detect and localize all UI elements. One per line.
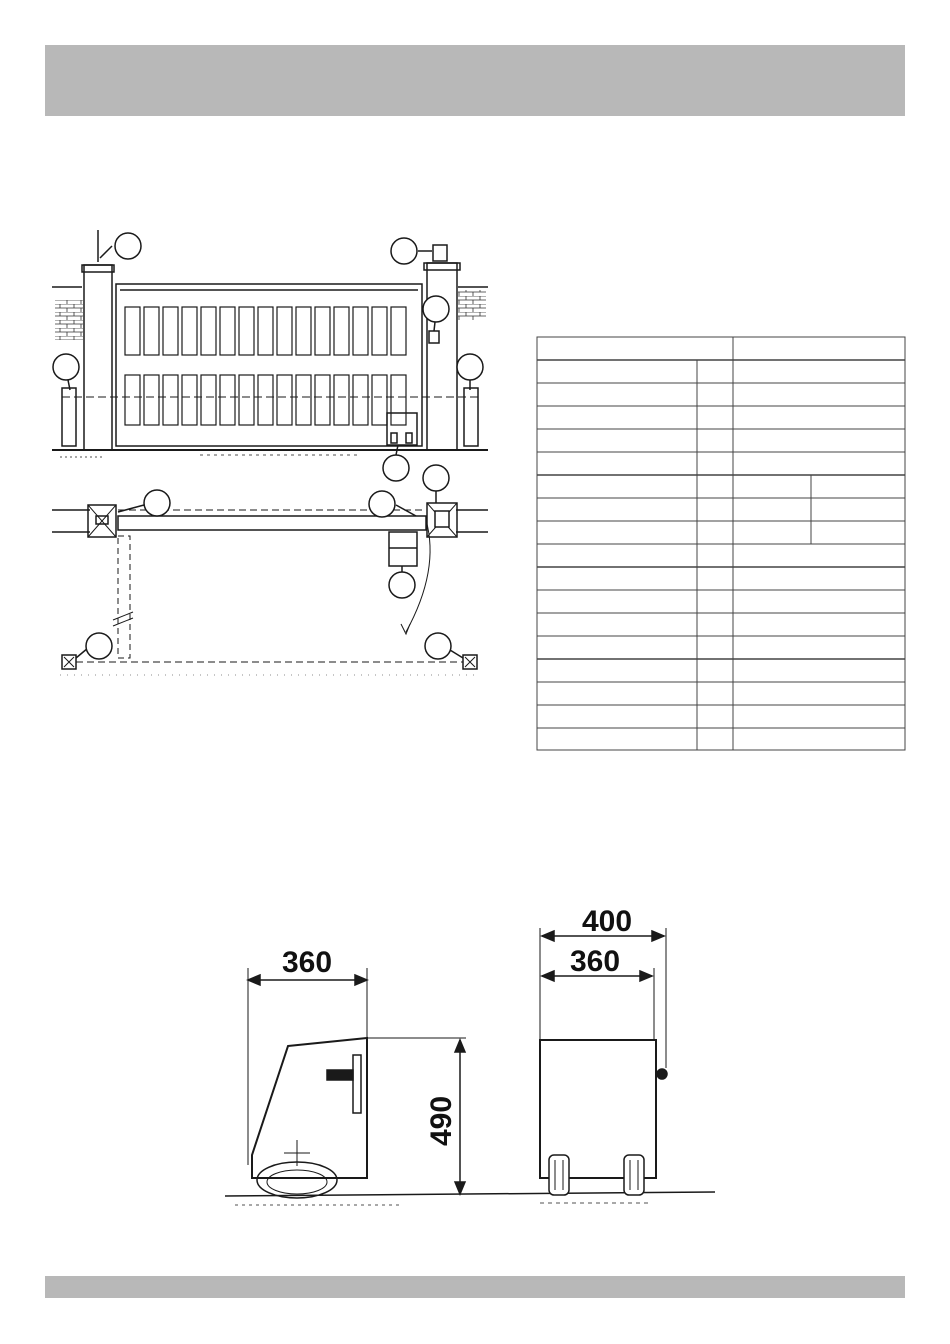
callout-plan-photocell-left: [86, 633, 112, 659]
gate-elevation-drawing: [52, 230, 488, 481]
callout-plan-3: [423, 465, 449, 491]
front-wheel-right: [624, 1155, 644, 1195]
gate-leaf: [116, 284, 422, 446]
callout-motor: [383, 455, 409, 481]
dim-side-width: 360: [282, 946, 333, 979]
flashing-lamp: [433, 245, 447, 261]
spec-table: [537, 337, 905, 750]
brick-wall-left: [55, 300, 83, 340]
dim-height: 490: [425, 1095, 458, 1146]
right-pillar: [427, 263, 457, 450]
callout-photocell-right: [457, 354, 483, 380]
brick-wall-right: [458, 290, 486, 320]
gate-panels-lower: [125, 375, 406, 425]
dim-front-outer: 400: [582, 905, 633, 938]
plan-motor: [389, 532, 417, 566]
footer-band: [45, 1276, 905, 1298]
gate-plan-drawing: [52, 465, 488, 675]
motor-release-knob: [657, 1069, 667, 1079]
motor-wheel: [257, 1162, 337, 1198]
dim-front-inner: 360: [570, 945, 621, 978]
front-wheel-left: [549, 1155, 569, 1195]
callout-photocell-left: [53, 354, 79, 380]
callout-lamp: [391, 238, 417, 264]
callout-antenna: [115, 233, 141, 259]
motor-side-body: [252, 1038, 367, 1178]
gate-panels-upper: [125, 307, 406, 355]
callout-plan-motor: [389, 572, 415, 598]
left-pillar: [84, 265, 112, 450]
callout-plan-2: [369, 491, 395, 517]
callout-key-switch: [423, 296, 449, 322]
key-switch: [429, 331, 439, 343]
plan-gate-leaf: [118, 516, 426, 530]
callout-plan-1: [144, 490, 170, 516]
callout-plan-photocell-right: [425, 633, 451, 659]
